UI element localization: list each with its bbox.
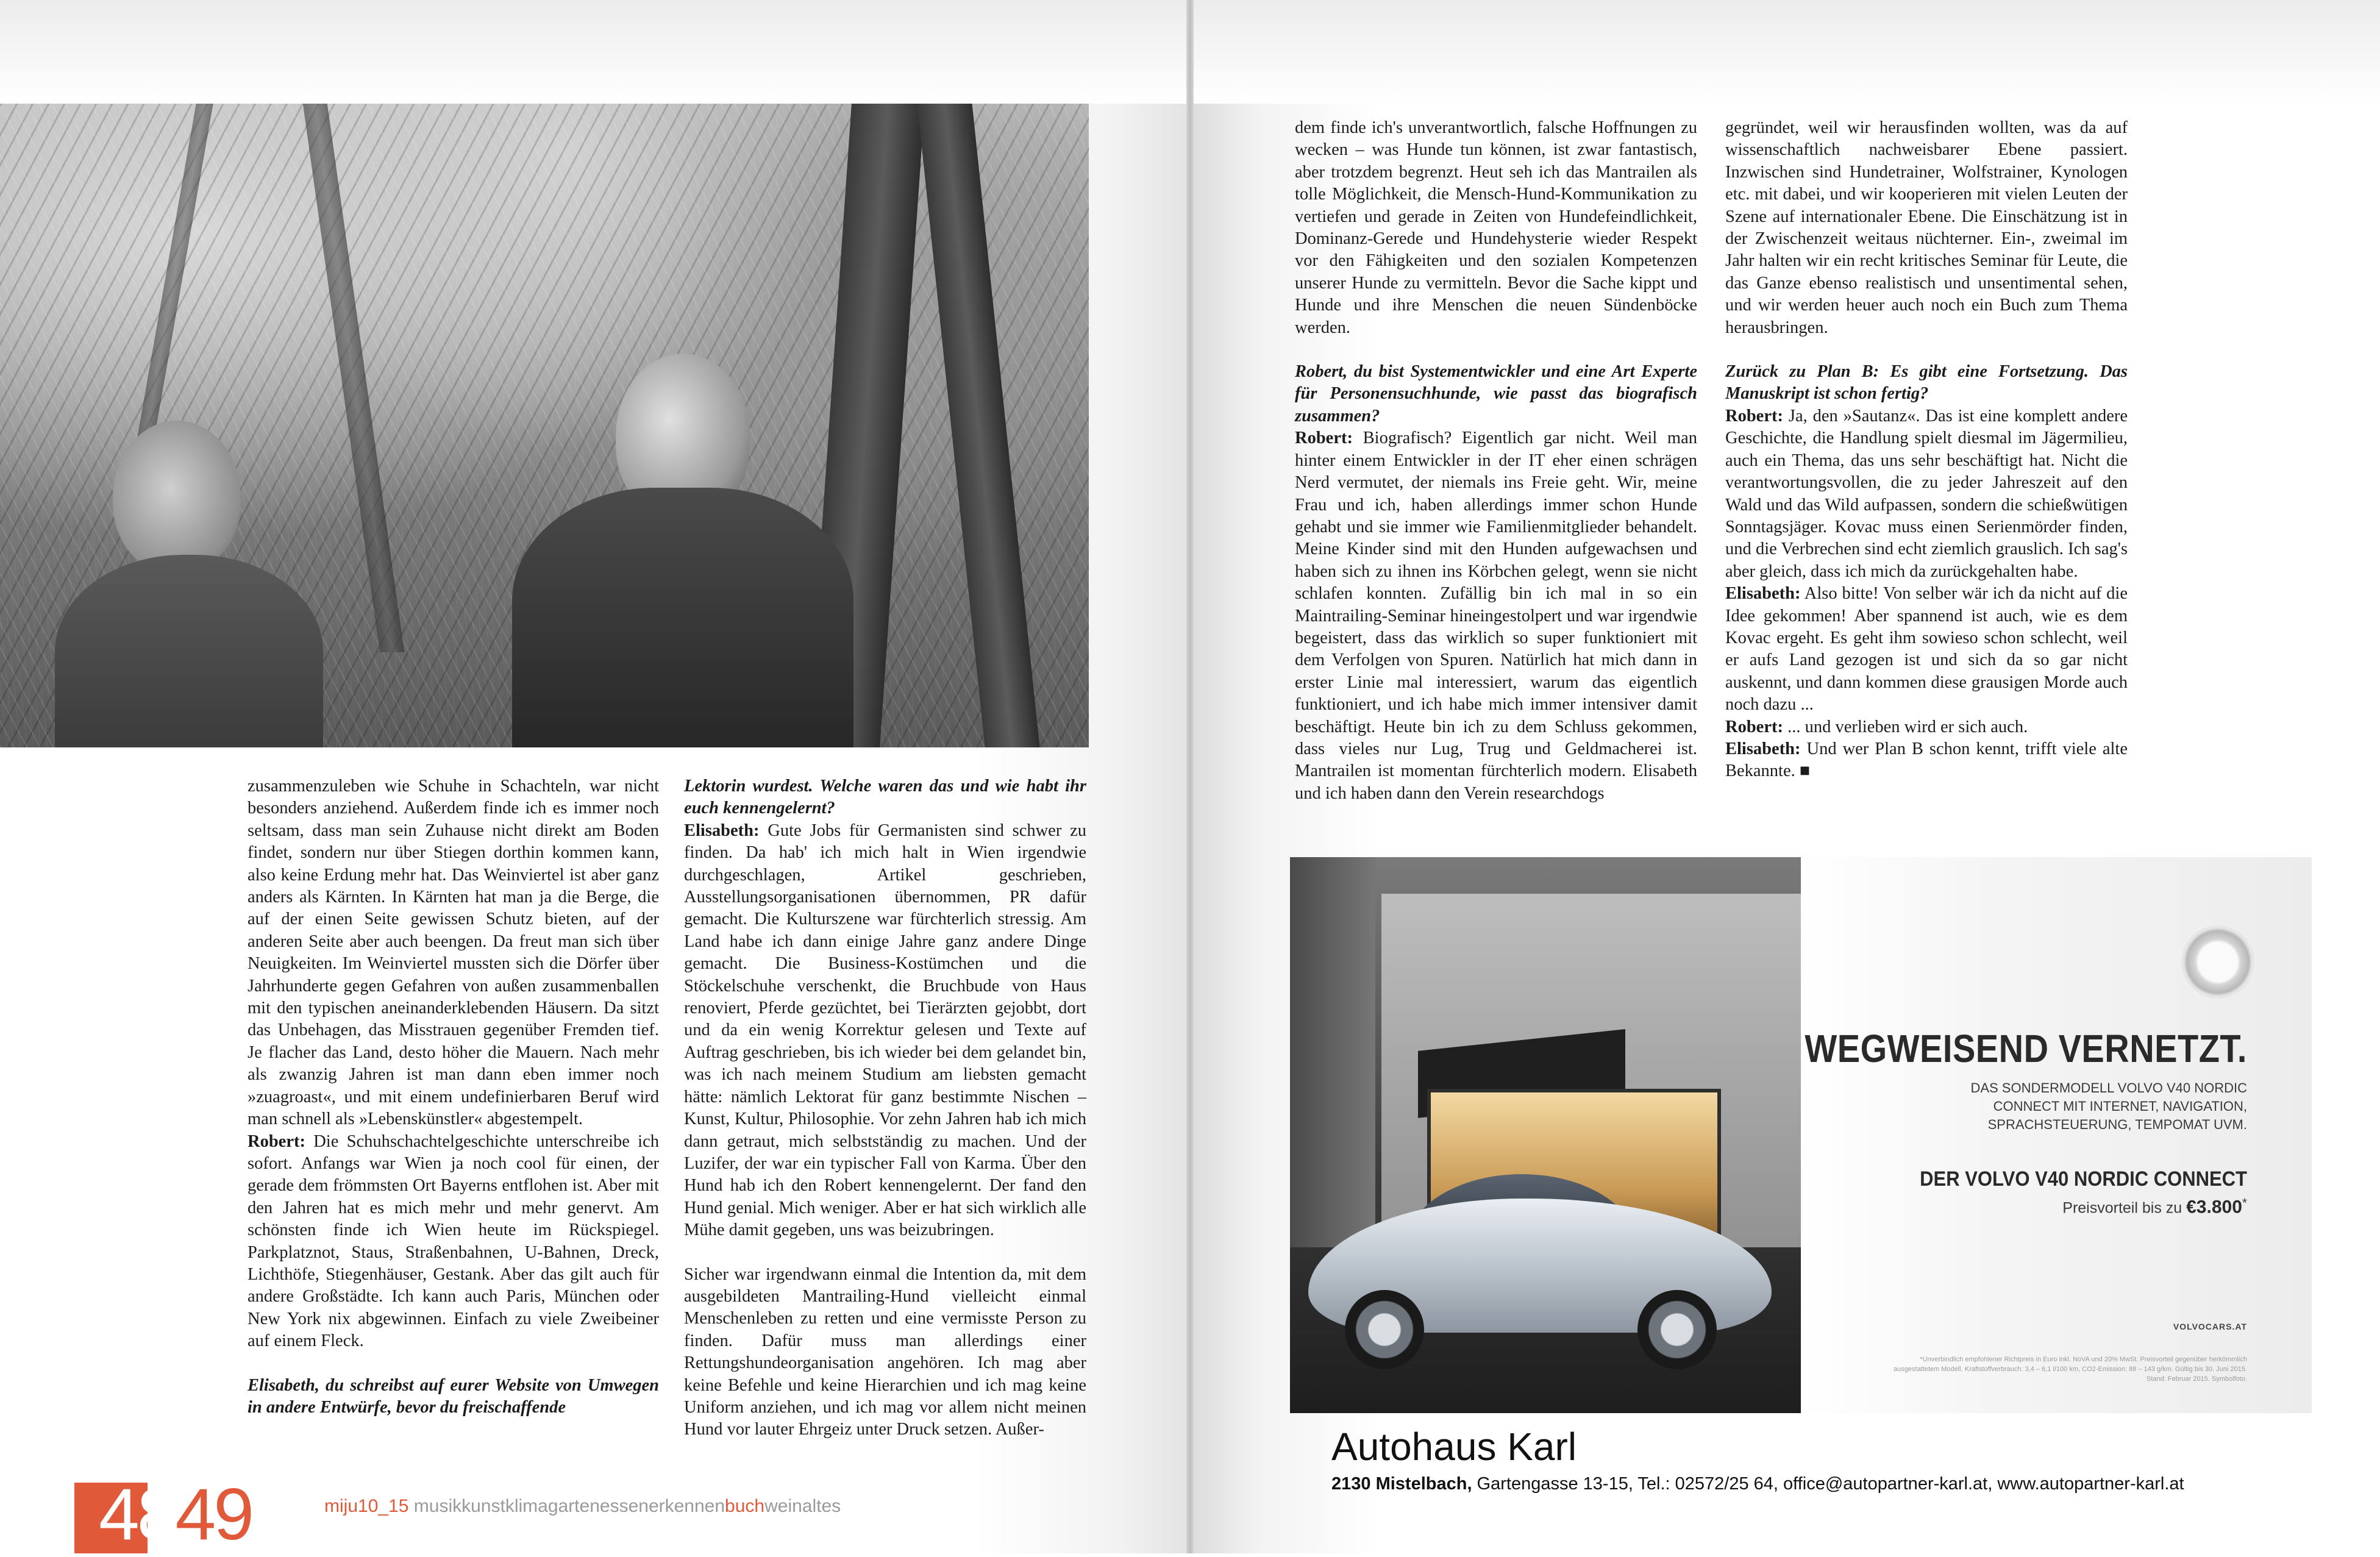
section-active: buch — [725, 1496, 765, 1516]
man-figure — [512, 250, 853, 747]
dealer-city: 2130 Mistelbach, — [1331, 1474, 1472, 1494]
issue-label: miju10_15 — [324, 1496, 409, 1516]
answer-text: ... und verlieben wird er sich auch. — [1783, 717, 2028, 736]
interview-answer — [1295, 427, 1697, 805]
body-paragraph: Sicher war irgendwann einmal die Intention da, mit dem ausgebildeten Mantrailing-Hund vielleicht einmal Menschenleben zu retten und eine vermisste Person zu finden. Dafür muss man allerdings einer Rettungshundeorganisation angehören. Ich mag aber keine Befehle und keine Hierarchien und ich mag keine Uniform anziehen, und ich mag vor allem nicht meinen Hund vor lauter Ehrgeiz unter Druck setzen. Außer- — [684, 1264, 1086, 1439]
right-column-1 — [1295, 117, 1697, 805]
body-paragraph: gegründet, weil wir herausfinden wollten, was da auf wissenschaftlich nachweisbarer Ebene passiert. Inzwischen sind Hundetrainer, Wolfstrainer, Kynologen etc. mit dabei, und wir kooperieren mit vielen Leuten der Szene auf internationaler Ebene. Die Einschätzung ist in der Zwischenzeit weitaus nüchterner. Ein-, zweimal im Jahr halten wir ein recht kritisches Seminar für Leute, die das Ganze ebenso realistisch und unsentimental sehen, und wir werden heuer auch noch ein Buch zum Thema herausbringen. — [1725, 118, 2128, 337]
speaker-name: Elisabeth: — [684, 821, 760, 840]
page-number-left: 48 — [99, 1473, 176, 1555]
speaker-name: Robert: — [1295, 429, 1353, 448]
left-column-2 — [684, 775, 1086, 1441]
sections-after: weinaltes — [764, 1496, 841, 1516]
speaker-name: Elisabeth: — [1725, 584, 1801, 604]
interview-question: Robert, du bist Systementwickler und eine Art Experte für Personensuchhunde, wie passt das biografisch zusammen? — [1295, 362, 1697, 426]
dealer-name: Autohaus Karl — [1331, 1425, 1577, 1469]
answer-text: Biografisch? Eigentlich gar nicht. Weil man hinter einem Entwickler in der IT eher einen schrägen Nerd vermutet, der niemals ins Freie geht. Wir, meine Frau und ich, haben allerdings immer schon Hunde gehabt und sie immer wie Familienmitglieder behandelt. Meine Kinder sind mit den Hunden aufgewachsen und haben sich zu ihnen ins Körbchen gelegt, wenn sie nicht schlafen konnten. Zufällig bin ich mal in so ein Maintrailing-Seminar hineingestolpert und war irgendwie begeistert, dass das wirklich so super funktioniert mit dem Verfolgen von Spuren. Natürlich hat mich dann in erster Linie mal interessiert, warum das eigentlich funktioniert, und ich habe mich immer intensiver damit beschäftigt. Heute bin ich zu dem Schluss gekommen, dass vieles nur Lug, Trug und Geldmacherei ist. Mantrailen ist momentan fürchterlich modern. Elisabeth und ich haben dann den Verein researchdogs — [1295, 429, 1697, 803]
page-folio — [74, 1473, 928, 1555]
volvo-advertisement — [1290, 857, 2312, 1413]
answer-text: Und wer Plan B schon kennt, trifft viele alte Bekannte. ■ — [1725, 739, 2128, 781]
answer-text: Ja, den »Sautanz«. Das ist eine komplett andere Geschichte, die Handlung spielt diesmal im Jägermilieu, auch ein Thema, das uns sehr beschäftigt hat. Nicht die verantwortungsvollen, die zu jeder Jahreszeit auf den Wald und das Wild aufpassen, sondern die schießwütigen Sonntagsjäger. Kovac muss einen Serienmörder finden, und die Verbrechen sind echt ziemlich grauslich. Ich sag's aber gleich, dass ich mich da zurückgehalten habe. — [1725, 406, 2128, 581]
ad-fineprint: *Unverbindlich empfohlener Richtpreis in Euro inkl. NoVA und 20% MwSt. Preisvorteil gegenüber herkömmlich ausgestattetem Modell. Kraftstoffverbrauch: 3,4 – 6,1 l/100 km, CO2-Emission: 88 – 143 g/km. Gültig bis 30. Juni 2015. Stand: Februar 2015. Symbolfoto. — [1893, 1356, 2247, 1383]
ad-price-line — [2062, 1196, 2247, 1217]
price-mark: * — [2242, 1196, 2247, 1210]
photo-portrait — [0, 104, 1089, 747]
price-label: Preisvorteil bis zu — [2062, 1199, 2187, 1217]
interview-answer — [1725, 716, 2128, 738]
price-value: €3.800 — [2186, 1197, 2242, 1217]
ad-subline: DAS SONDERMODELL VOLVO V40 NORDIC CONNECT MIT INTERNET, NAVIGATION, SPRACHSTEUERUNG, TEMPOMAT UVM. — [1970, 1080, 2247, 1132]
right-column-2 — [1725, 117, 2128, 783]
interview-answer — [1725, 583, 2128, 716]
answer-text: Also bitte! Von selber wär ich da nicht auf die Idee gekommen! Aber spannend ist auch, wie es dem Kovac ergeht. Es geht ihm sowieso schon schlecht, weil er aufs Land gezogen ist und sich da so gar nicht auskennt, und dann kommen diese grausigen Morde auch noch dazu ... — [1725, 584, 2128, 714]
ad-model: DER VOLVO V40 NORDIC CONNECT — [1920, 1167, 2247, 1191]
interview-question: Zurück zu Plan B: Es gibt eine Fortsetzung. Das Manuskript ist schon fertig? — [1725, 362, 2128, 404]
answer-text: Gute Jobs für Germanisten sind schwer zu finden. Da hab' ich mich halt in Wien irgendwie durchgeschlagen, Artikel geschrieben, Ausstellungsorganisationen übernommen, PR dafür gemacht. Die Kulturszene war fürchterlich stressig. Am Land habe ich dann einige Jahre ganz andere Dinge gemacht. Die Business-Kostümchen und die Stöckelschuhe verschenkt, die Bruchbude von Haus renoviert, Pferde gezüchtet, bei Tierärzten gejobbt, dort und da ein wenig Korrektur gelesen und Texte auf Auftrag geschrieben, bis ich wieder bei dem gelandet bin, was ich nach meinem Studium am liebsten gemacht hätte: nämlich Lektorat für ganz bestimmte Nischen – Kunst, Kultur, Philosophie. Vor zehn Jahren hab ich mich dann getraut, mich selbstständig zu machen. Und der Luzifer, der war ein typischer Fall von Karma. Über den Hund hab ich den Robert kennengelernt. Der fand den Hund genial. Mich weniger. Aber er hat sich wirklich alle Mühe damit gegeben, uns was beizubringen. — [684, 821, 1086, 1240]
dealer-address — [1331, 1474, 2184, 1494]
ad-url: VOLVOCARS.AT — [2173, 1322, 2247, 1331]
body-paragraph: zusammenzuleben wie Schuhe in Schachteln, war nicht besonders anziehend. Außerdem finde ich es immer noch seltsam, dass man sein Zuhause nicht direkt am Boden findet, sondern nur über Stiegen dorthin kommen kann, also keine Erdung mehr hat. Das Weinviertel ist aber ganz anders als Kärnten. In Kärnten hat man ja die Berge, die auf der einen Seite gewissen Schutz bieten, auf der anderen Seite aber auch beengen. Da freut man sich über Neuigkeiten. Im Weinviertel mussten sich die Dörfer über Jahrhunderte gegen Gefahren von außen zusammenballen mit den typischen aneinanderklebenden Häusern. Da sitzt das Unbehagen, das Misstrauen gegenüber Fremden tief. Je flacher das Land, desto höher die Mauern. Nach mehr als zwanzig Jahren ist man dann eben immer noch »zuagroast«, und mit einem undefinierbaren Beruf wird man schnell als »Lebenskünstler« abgestempelt. — [248, 777, 659, 1129]
interview-answer — [1725, 405, 2128, 583]
paragraph-gap — [684, 1242, 1086, 1264]
interview-question: Elisabeth, du schreibst auf eurer Website von Umwegen in andere Entwürfe, bevor du freischaffende — [248, 1375, 659, 1417]
answer-text: Die Schuhschachtelgeschichte unterschreibe ich sofort. Anfangs war Wien ja noch cool für einen, der gerade dem frömmsten Ort Bayerns entflohen ist. Aber mit den Jahren hat es mich mehr und mehr genervt. Am schönsten finde ich Wien heute im Rückspiegel. Parkplatznot, Staus, Straßenbahnen, U-Bahnen, Dreck, Lichthöfe, Stiegenhäuser, Gestank. Aber das gilt auch für andere Großstädte. Ich kann auch Paris, München oder New York nix abgewinnen. Einfach zu viele Zweibeiner auf einem Fleck. — [248, 1131, 659, 1351]
speaker-name: Robert: — [1725, 717, 1783, 736]
ad-photo — [1290, 857, 1801, 1413]
speaker-name: Robert: — [1725, 406, 1783, 426]
left-column-1 — [248, 775, 659, 1419]
speaker-name: Robert: — [248, 1131, 305, 1151]
paragraph-gap — [1295, 339, 1697, 361]
ad-headline: WEGWEISEND VERNETZT. — [1805, 1026, 2247, 1071]
dealer-contact: Gartengasse 13-15, Tel.: 02572/25 64, office@autopartner-karl.at, www.autopartner-karl.at — [1472, 1474, 2184, 1494]
section-tags — [324, 1496, 841, 1517]
sections-before: musikkunstklimagartenessenerkennen — [408, 1496, 725, 1516]
car-image — [1308, 1156, 1772, 1357]
woman-figure — [55, 421, 323, 747]
interview-answer — [248, 1131, 659, 1353]
paragraph-gap — [1725, 339, 2128, 361]
paragraph-gap — [248, 1353, 659, 1375]
interview-question: Lektorin wurdest. Welche waren das und wie habt ihr euch kennengelernt? — [684, 777, 1086, 818]
body-paragraph: dem finde ich's unverantwortlich, falsche Hoffnungen zu wecken – was Hunde tun können, ist zwar fantastisch, aber trotzdem begrenzt. Heut seh ich das Mantrailen als tolle Möglichkeit, die Mensch-Hund-Kommunikation zu vertiefen und gerade in Zeiten von Hundefeindlichkeit, Dominanz-Gerede und Hundehysterie wieder Respekt vor den Fähigkeiten und den sozialen Kompetenzen unserer Hunde zu vermitteln. Bevor die Sache kippt und Hunde und ihre Menschen die neuen Sündenböcke werden. — [1295, 118, 1697, 337]
volvo-logo-icon — [2181, 925, 2254, 999]
book-gutter — [1186, 0, 1194, 1553]
page-numbers — [99, 1472, 252, 1557]
interview-answer — [1725, 738, 2128, 783]
interview-answer — [684, 820, 1086, 1242]
page-number-right: 49 — [175, 1473, 252, 1555]
speaker-name: Elisabeth: — [1725, 739, 1801, 758]
